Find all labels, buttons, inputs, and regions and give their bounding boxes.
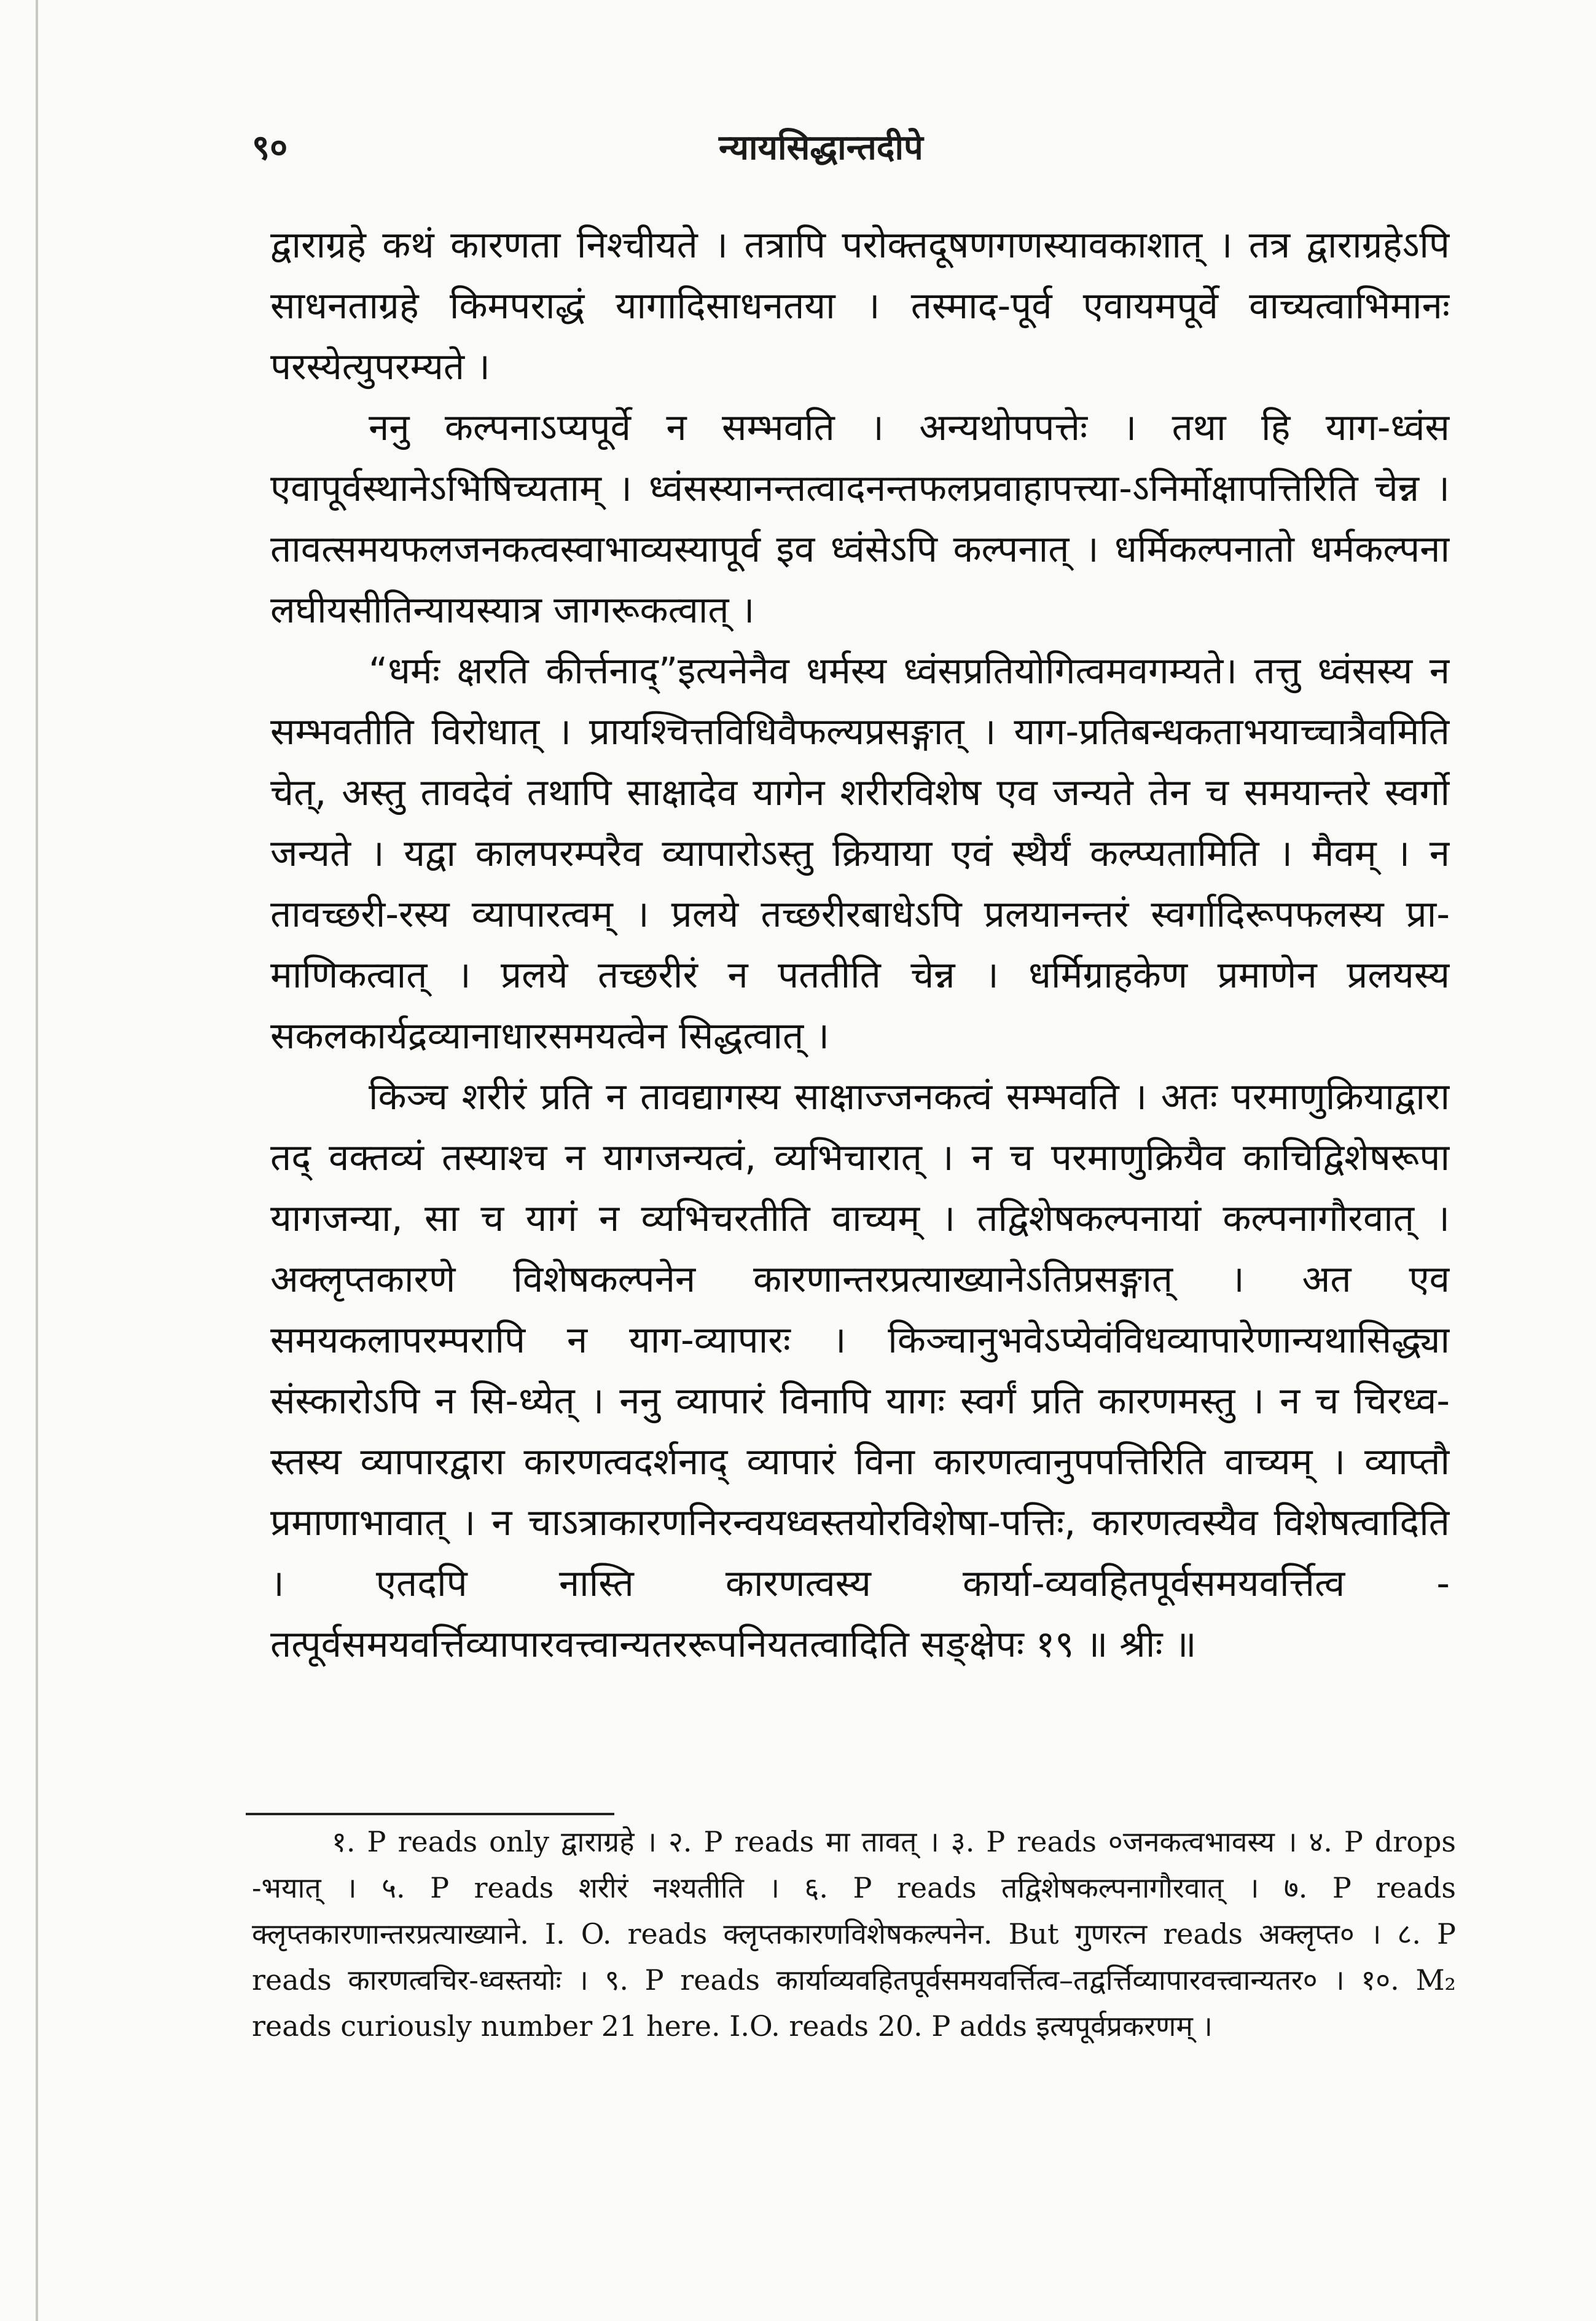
page-number: ९० bbox=[252, 127, 288, 168]
paragraph-4: किञ्च शरीरं प्रति न तावद्यागस्य साक्षाज्जनकत्वं सम्भवति । अतः परमाणुक्रियाद्वारा तद् वक्तव्यं तस्याश्च न यागजन्यत्वं, व्यभिचारात् । न च परमाणुक्रियैव काचिद्विशेषरूपा यागजन्या, सा च यागं न व्यभिचरतीति वाच्यम् । तद्विशेषकल्पनायां कल्पनागौरवात् । अक्लृप्तकारणे विशेषकल्पनेन कारणान्तरप्रत्याख्यानेऽतिप्रसङ्गात् । अत एव समयकलापरम्परापि न याग-व्यापारः । किञ्चानुभवेऽप्येवंविधव्यापारेणान्यथासिद्ध्या संस्कारोऽपि न सि-ध्येत् । ननु व्यापारं विनापि यागः स्वर्गं प्रति कारणमस्तु । न च चिरध्व-स्तस्य व्यापारद्वारा कारणत्वदर्शनाद् व्यापारं विना कारणत्वानुपपत्तिरिति वाच्यम् । व्याप्तौ प्रमाणाभावात् । न चाऽत्राकारणनिरन्वयध्वस्तयोरविशेषा-पत्तिः, कारणत्वस्यैव विशेषत्वादिति । एतदपि नास्ति कारणत्वस्य कार्या-व्यवहितपूर्वसमयवर्त्तित्व - तत्पूर्वसमयवर्त्तिव्यापारवत्त्वान्यतररूपनियतत्वादिति सङ्क्षेपः १९ ॥ श्रीः ॥ bbox=[270, 1075, 1450, 1666]
running-head: न्यायसिद्धान्तदीपे bbox=[719, 127, 923, 168]
page-binding-edge bbox=[36, 0, 38, 2321]
main-text bbox=[270, 215, 1450, 1788]
footnote-text: १. P reads only द्वाराग्रहे । २. P reads मा तावत् । ३. P reads ०जनकत्वभावस्य । ४. P drops -भयात् । ५. P reads शरीरं नश्यतीति । ६. P reads तद्विशेषकल्पनागौरवात् । ७. P reads क्लृप्तकारणान्तरप्रत्याख्याने. I. O. reads क्लृप्तकारणविशेषकल्पनेन. But गुणरत्न reads अक्लृप्त० । ८. P reads कारणत्वचिर-ध्वस्तयोः । ९. P reads कार्याव्यवहितपूर्वसमयवर्त्तित्व–तद्वर्त्तिव्यापारवत्त्वान्यतर० । १०. M₂ reads curiously number 21 here. I.O. reads 20. P adds इत्यपूर्वप्रकरणम् । bbox=[252, 1825, 1456, 2043]
page-header bbox=[252, 123, 1431, 178]
footnote-divider bbox=[246, 1813, 614, 1815]
footnotes bbox=[252, 1819, 1456, 2212]
paragraph-2: ननु कल्पनाऽप्यपूर्वे न सम्भवति । अन्यथोपपत्तेः । तथा हि याग-ध्वंस एवापूर्वस्थानेऽभिषिच्यताम् । ध्वंसस्यानन्तत्वादनन्तफलप्रवाहापत्त्या-ऽनिर्मोक्षापत्तिरिति चेन्न । तावत्समयफलजनकत्वस्वाभाव्यस्यापूर्व इव ध्वंसेऽपि कल्पनात् । धर्मिकल्पनातो धर्मकल्पना लघीयसीतिन्यायस्यात्र जागरूकत्वात् । bbox=[270, 406, 1450, 632]
paragraph-3: “धर्मः क्षरति कीर्त्तनाद्”इत्यनेनैव धर्मस्य ध्वंसप्रतियोगित्वमवगम्यते। तत्तु ध्वंसस्य न सम्भवतीति विरोधात् । प्रायश्चित्तविधिवैफल्यप्रसङ्गात् । याग-प्रतिबन्धकताभयाच्चात्रैवमिति चेत्, अस्तु तावदेवं तथापि साक्षादेव यागेन शरीरविशेष एव जन्यते तेन च समयान्तरे स्वर्गो जन्यते । यद्वा कालपरम्परैव व्यापारोऽस्तु क्रियाया एवं स्थैर्यं कल्प्यतामिति । मैवम् । न तावच्छरी-रस्य व्यापारत्वम् । प्रलये तच्छरीरबाधेऽपि प्रलयानन्तरं स्वर्गादिरूपफलस्य प्रा-माणिकत्वात् । प्रलये तच्छरीरं न पततीति चेन्न । धर्मिग्राहकेण प्रमाणेन प्रलयस्य सकलकार्यद्रव्यानाधारसमयत्वेन सिद्धत्वात् । bbox=[270, 650, 1450, 1058]
paragraph-1: द्वाराग्रहे कथं कारणता निश्चीयते । तत्रापि परोक्तदूषणगणस्यावकाशात् । तत्र द्वाराग्रहेऽपि साधनताग्रहे किमपराद्धं यागादिसाधनतया । तस्माद-पूर्व एवायमपूर्वे वाच्यत्वाभिमानः परस्येत्युपरम्यते । bbox=[270, 224, 1450, 388]
